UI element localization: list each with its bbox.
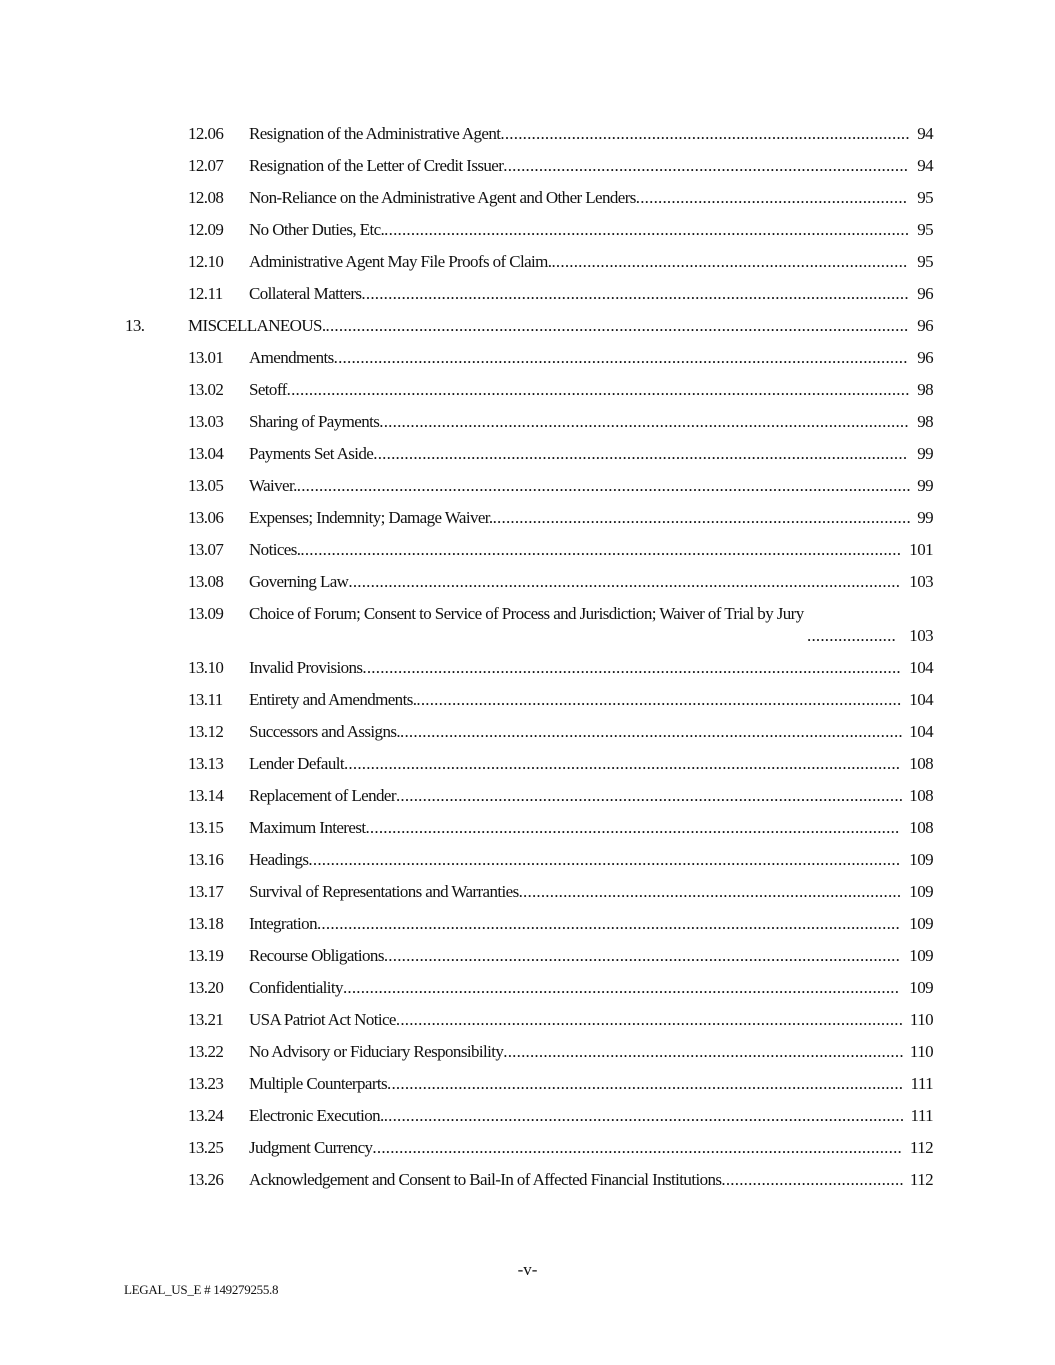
toc-entry[interactable] — [0, 1068, 1055, 1100]
dot-leader: ............................................................................................................................. — [343, 754, 901, 773]
section-number: 13.08 — [188, 572, 224, 591]
dot-leader: ..................................................................................................................... — [383, 1106, 905, 1125]
dot-leader: ......................................... — [721, 1170, 904, 1189]
section-title: Maximum Interest — [249, 818, 366, 837]
section-title: Confidentiality — [249, 978, 343, 997]
page-ref: 98 — [917, 412, 933, 431]
section-title: Entirety and Amendments. — [249, 690, 417, 709]
page-number: -v- — [517, 1260, 538, 1279]
page-ref: 96 — [917, 284, 933, 303]
page-ref: 104 — [909, 658, 933, 677]
section-title: Integration — [249, 914, 317, 933]
section-title: Judgment Currency — [249, 1138, 373, 1157]
section-number: 13.12 — [188, 722, 224, 741]
dot-leader: ....................................................................................................................... — [379, 412, 909, 431]
page-ref: 109 — [909, 882, 933, 901]
page-ref: 109 — [909, 978, 933, 997]
section-title: MISCELLANEOUS. — [188, 316, 326, 335]
section-number: 13.25 — [188, 1138, 224, 1157]
page-ref: 104 — [909, 722, 933, 741]
section-title: Notices. — [249, 540, 301, 559]
section-title: Replacement of Lender — [249, 786, 396, 805]
page-ref: 99 — [917, 444, 933, 463]
section-number: 12.08 — [188, 188, 224, 207]
entry-body — [249, 603, 933, 647]
section-number: 13. — [125, 316, 145, 335]
section-title: Recourse Obligations — [249, 946, 384, 965]
toc-entry[interactable] — [0, 908, 1055, 940]
toc-entry[interactable] — [0, 780, 1055, 812]
section-number: 13.23 — [188, 1074, 224, 1093]
entry-body — [249, 1100, 933, 1132]
entry-body — [249, 716, 933, 748]
section-title: Waiver. — [249, 476, 297, 495]
section-number: 13.13 — [188, 754, 224, 773]
section-number: 13.17 — [188, 882, 224, 901]
section-number: 13.16 — [188, 850, 224, 869]
section-number: 13.03 — [188, 412, 224, 431]
dot-leader: .................................................................................................................... — [387, 1074, 904, 1093]
toc-entry[interactable] — [0, 374, 1055, 406]
entry-body — [249, 1036, 933, 1068]
toc-entry[interactable] — [0, 940, 1055, 972]
section-number: 13.22 — [188, 1042, 224, 1061]
section-title: Invalid Provisions — [249, 658, 363, 677]
page-ref: 111 — [910, 1106, 933, 1125]
toc-entry[interactable] — [0, 1004, 1055, 1036]
page-ref: 95 — [917, 252, 933, 271]
entry-body — [249, 844, 933, 876]
dot-leader: ........................................................................................................................... — [361, 284, 909, 303]
entry-body — [249, 812, 933, 844]
section-number: 13.14 — [188, 786, 224, 805]
section-title: Survival of Representations and Warranties — [249, 882, 519, 901]
page-ref: 94 — [917, 124, 933, 143]
page-ref: 99 — [917, 476, 933, 495]
section-title: Setoff — [249, 380, 287, 399]
section-title: Expenses; Indemnity; Damage Waiver. — [249, 508, 493, 527]
section-number: 13.18 — [188, 914, 224, 933]
dot-leader: ................................................................................ — [551, 252, 908, 271]
page-ref: 95 — [917, 188, 933, 207]
toc-entry[interactable] — [0, 534, 1055, 566]
section-title: Lender Default — [249, 754, 344, 773]
page-ref: 96 — [917, 348, 933, 367]
entry-body — [188, 310, 933, 342]
section-number: 12.06 — [188, 124, 224, 143]
entry-body — [249, 278, 933, 310]
entry-body — [249, 342, 933, 374]
entry-body — [249, 118, 933, 150]
dot-leader: ....................................................................................................................... — [372, 1138, 902, 1157]
toc-entry[interactable] — [0, 342, 1055, 374]
dot-leader: ........................................................................................................................ — [365, 818, 900, 837]
section-title: USA Patriot Act Notice — [249, 1010, 396, 1029]
dot-leader: ..................................................................................................................................... — [308, 850, 901, 869]
toc-entry[interactable] — [0, 652, 1055, 684]
table-of-contents — [0, 118, 1055, 1196]
page-ref: 108 — [909, 786, 933, 805]
page-ref: 112 — [909, 1170, 933, 1189]
section-number: 13.09 — [188, 604, 224, 623]
section-number: 13.15 — [188, 818, 224, 837]
section-title: Payments Set Aside — [249, 444, 374, 463]
section-title: Administrative Agent May File Proofs of Claim. — [249, 252, 552, 271]
section-title: Non-Reliance on the Administrative Agent and Other Lenders — [249, 188, 636, 207]
toc-entry[interactable] — [0, 1164, 1055, 1196]
entry-body — [249, 566, 933, 598]
section-number: 13.07 — [188, 540, 224, 559]
entry-body — [249, 182, 933, 214]
entry-body — [249, 748, 933, 780]
section-number: 13.21 — [188, 1010, 224, 1029]
toc-entry[interactable] — [0, 406, 1055, 438]
entry-body — [249, 908, 933, 940]
dot-leader: ............................................................................................................................. — [342, 978, 900, 997]
section-number: 12.10 — [188, 252, 224, 271]
dot-leader: .................................................................................................................. — [395, 1010, 904, 1029]
toc-entry[interactable] — [0, 1036, 1055, 1068]
entry-body — [249, 438, 933, 470]
entry-body — [249, 214, 933, 246]
dot-leader: .................... — [807, 626, 896, 645]
section-number: 13.24 — [188, 1106, 224, 1125]
section-number: 12.09 — [188, 220, 224, 239]
document-id: LEGAL_US_E # 149279255.8 — [124, 1282, 279, 1297]
entry-body — [249, 1132, 933, 1164]
title-block — [249, 603, 893, 625]
toc-entry[interactable] — [0, 1132, 1055, 1164]
section-number: 13.02 — [188, 380, 224, 399]
entry-body — [249, 876, 933, 908]
toc-entry[interactable] — [0, 812, 1055, 844]
toc-entry[interactable] — [0, 502, 1055, 534]
section-title: Acknowledgement and Consent to Bail-In of Affected Financial Institutions — [249, 1170, 722, 1189]
dot-leader: ....................................................................................................................................... — [300, 540, 902, 559]
dot-leader: ........................................................................................... — [503, 156, 909, 175]
dot-leader: ......................................................................................................................... — [362, 658, 901, 677]
toc-entry[interactable] — [0, 684, 1055, 716]
dot-leader: ...................................................................................... — [518, 882, 902, 901]
entry-body — [249, 246, 933, 278]
section-number: 13.10 — [188, 658, 224, 677]
entry-body — [249, 1164, 933, 1196]
dot-leader: ...................................................................................................................... — [384, 220, 910, 239]
entry-body — [249, 1068, 933, 1100]
dot-leader: ............................................................................................................. — [416, 690, 902, 709]
dot-leader: ............................................................................................................................ — [348, 572, 901, 591]
page-ref: 98 — [917, 380, 933, 399]
page-ref: 108 — [909, 754, 933, 773]
toc-entry[interactable] — [0, 748, 1055, 780]
page-ref: 101 — [909, 540, 933, 559]
page-ref: 103 — [909, 572, 933, 591]
section-title: No Other Duties, Etc. — [249, 220, 385, 239]
entry-body — [249, 940, 933, 972]
entry-body — [249, 652, 933, 684]
toc-entry[interactable] — [0, 598, 1055, 652]
toc-entry[interactable] — [0, 716, 1055, 748]
toc-chapter[interactable] — [0, 310, 1055, 342]
section-title: Electronic Execution. — [249, 1106, 384, 1125]
dot-leader: ............................................................................................................................................ — [286, 380, 910, 399]
toc-entry[interactable] — [0, 1100, 1055, 1132]
section-title: Headings — [249, 850, 309, 869]
section-number: 12.07 — [188, 156, 224, 175]
section-title: Successors and Assigns. — [249, 722, 401, 741]
section-title: Resignation of the Letter of Credit Issuer — [249, 156, 504, 175]
section-number: 13.20 — [188, 978, 224, 997]
entry-body — [249, 150, 933, 182]
dot-leader: ............................................................. — [635, 188, 908, 207]
entry-body — [249, 406, 933, 438]
dot-leader: .......................................................................................................................................... — [296, 476, 911, 495]
entry-body — [249, 502, 933, 534]
page-ref: 110 — [909, 1010, 933, 1029]
entry-body — [249, 374, 933, 406]
entry-body — [249, 534, 933, 566]
dot-leader: ................................................................................................................. — [400, 722, 903, 741]
toc-entry[interactable] — [0, 470, 1055, 502]
section-number: 13.04 — [188, 444, 224, 463]
toc-entry[interactable] — [0, 118, 1055, 150]
dot-leader: ........................................................................................................................ — [373, 444, 908, 463]
page-ref: 103 — [909, 626, 933, 645]
entry-body — [249, 972, 933, 1004]
dot-leader: .................................................................................................................... — [383, 946, 901, 965]
section-title: Multiple Counterparts — [249, 1074, 388, 1093]
dot-leader: ............................................................................................ — [500, 124, 910, 143]
toc-entry[interactable] — [0, 182, 1055, 214]
toc-entry[interactable] — [0, 438, 1055, 470]
page-ref: 94 — [917, 156, 933, 175]
page-ref: 109 — [909, 946, 933, 965]
page-ref: 108 — [909, 818, 933, 837]
dot-leader: .................................................................................................................. — [395, 786, 904, 805]
toc-entry[interactable] — [0, 278, 1055, 310]
dot-leader: ................................................................................................................................. — [333, 348, 908, 367]
section-title: Choice of Forum; Consent to Service of Process and Jurisdiction; Waiver of Trial by Jury — [249, 604, 804, 623]
page-ref: 110 — [909, 1042, 933, 1061]
section-title: Governing Law — [249, 572, 349, 591]
toc-entry[interactable] — [0, 844, 1055, 876]
entry-body — [249, 684, 933, 716]
section-number: 13.05 — [188, 476, 224, 495]
toc-entry[interactable] — [0, 150, 1055, 182]
page-ref: 99 — [917, 508, 933, 527]
toc-entry[interactable] — [0, 876, 1055, 908]
entry-body — [249, 1004, 933, 1036]
page-ref: 112 — [909, 1138, 933, 1157]
toc-entry[interactable] — [0, 972, 1055, 1004]
page-ref: 104 — [909, 690, 933, 709]
section-number: 13.06 — [188, 508, 224, 527]
page-ref: 111 — [910, 1074, 933, 1093]
section-title: Collateral Matters — [249, 284, 362, 303]
page-ref: 95 — [917, 220, 933, 239]
section-title: Resignation of the Administrative Agent — [249, 124, 501, 143]
toc-entry[interactable] — [0, 246, 1055, 278]
toc-entry[interactable] — [0, 566, 1055, 598]
section-title: Amendments — [249, 348, 334, 367]
dot-leader: ................................................................................................................................... — [316, 914, 900, 933]
page-ref: 96 — [917, 316, 933, 335]
section-number: 13.11 — [188, 690, 223, 709]
entry-body — [249, 470, 933, 502]
page-ref: 109 — [909, 914, 933, 933]
dot-leader: .......................................................................................... — [503, 1042, 904, 1061]
dot-leader: ................................................................................................................................... — [325, 316, 909, 335]
section-number: 13.26 — [188, 1170, 224, 1189]
section-number: 13.19 — [188, 946, 224, 965]
section-number: 13.01 — [188, 348, 224, 367]
toc-entry[interactable] — [0, 214, 1055, 246]
entry-body — [249, 780, 933, 812]
dot-leader: .............................................................................................. — [492, 508, 911, 527]
page-ref: 109 — [909, 850, 933, 869]
section-title: No Advisory or Fiduciary Responsibility — [249, 1042, 504, 1061]
section-number: 12.11 — [188, 284, 223, 303]
section-title: Sharing of Payments — [249, 412, 380, 431]
